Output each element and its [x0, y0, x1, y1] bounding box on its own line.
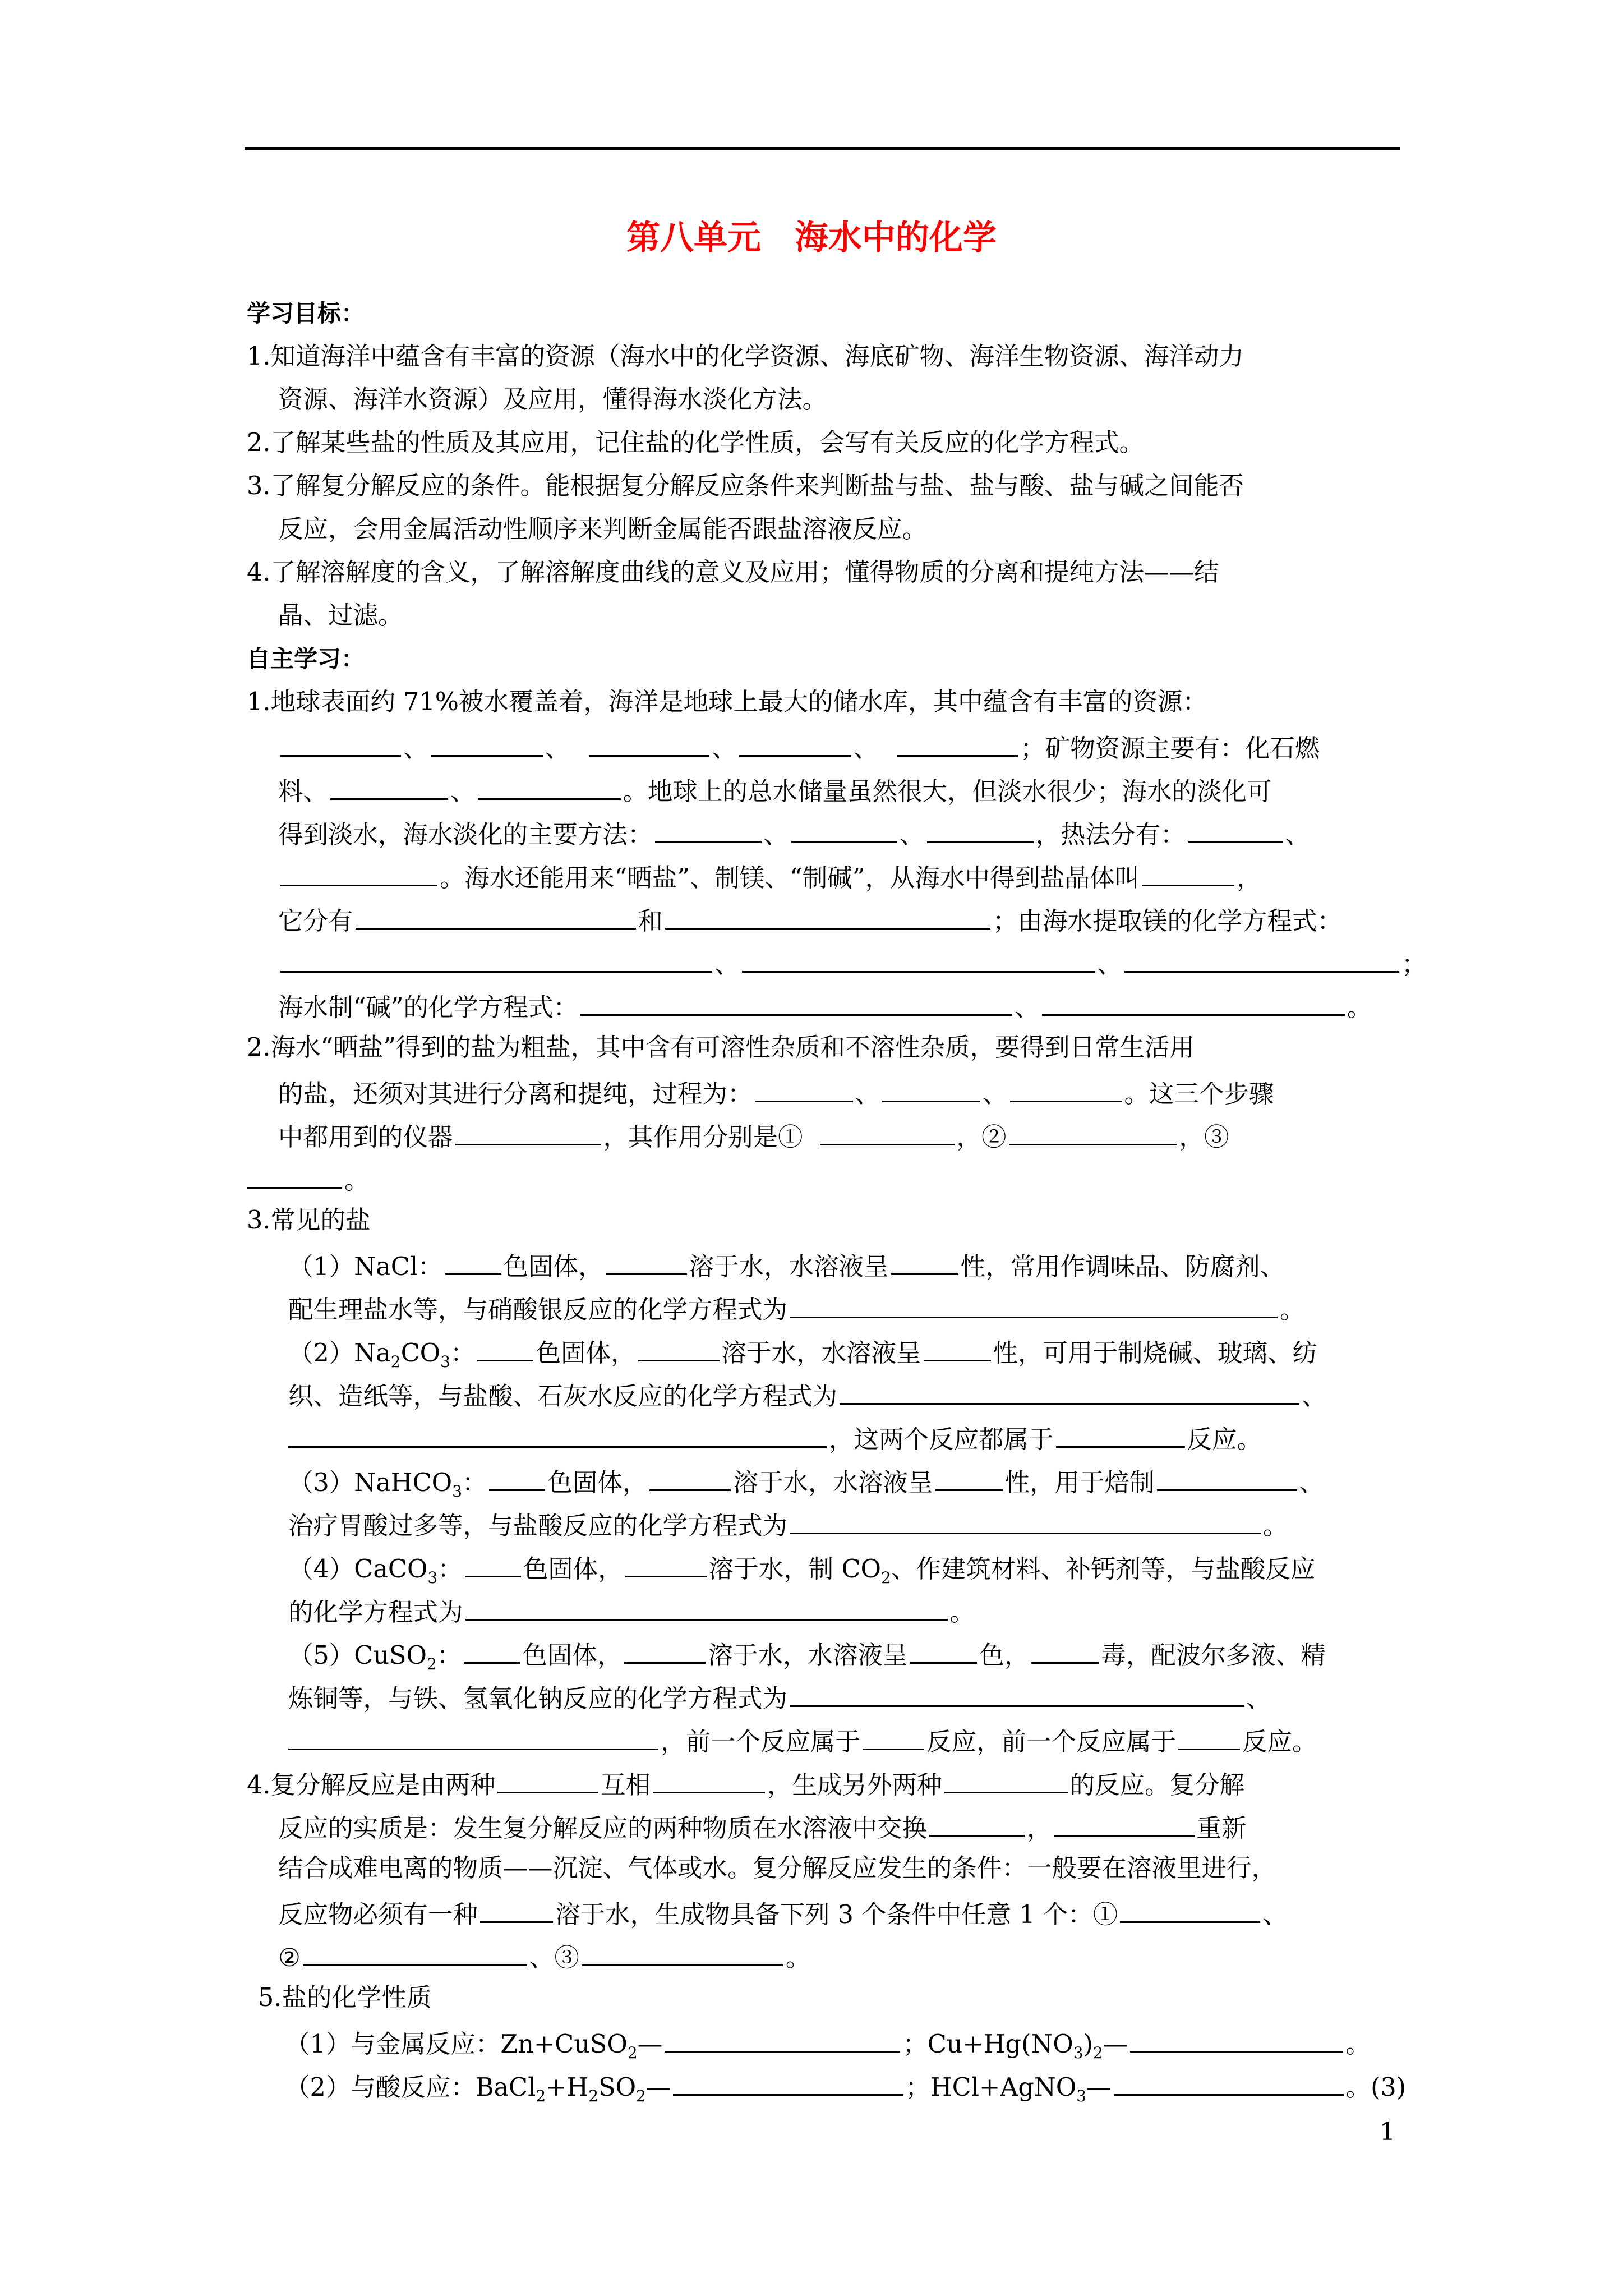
fill-blank[interactable]	[739, 724, 851, 757]
na2co3-line-3: ，这两个反应都属于 反应。	[247, 1415, 1402, 1458]
fill-blank[interactable]	[665, 2019, 900, 2053]
cuso4-line-2: 炼铜等，与铁、氢氧化钠反应的化学方程式为 、	[247, 1674, 1402, 1717]
goal-4-line-2: 晶、过滤。	[278, 601, 403, 630]
goal-1-line-2: 资源、海洋水资源）及应用，懂得海水淡化方法。	[278, 385, 828, 414]
fill-blank[interactable]	[1157, 1458, 1297, 1491]
na2co3-line-2: 织、造纸等，与盐酸、石灰水反应的化学方程式为 、	[247, 1372, 1402, 1415]
q4-line-4: 反应物必须有一种 溶于水，生成物具备下列 3 个条件中任意 1 个：① 、	[247, 1890, 1402, 1933]
q3-heading: 3.常见的盐	[247, 1206, 371, 1235]
fill-blank[interactable]	[1124, 940, 1399, 973]
nacl-line-1: （1）NaCl： 色固体， 溶于水，水溶液呈 性，常用作调味品、防腐剂、	[247, 1242, 1402, 1285]
fill-blank[interactable]	[935, 1458, 1003, 1491]
q2-line-3: 中都用到的仪器 ，其作用分别是① ，② ，③	[247, 1112, 1402, 1156]
fill-blank[interactable]	[247, 1156, 342, 1189]
fill-blank[interactable]	[673, 2063, 903, 2096]
fill-blank[interactable]	[924, 1328, 991, 1361]
fill-blank[interactable]	[330, 767, 448, 800]
page-title: 第八单元 海水中的化学	[626, 218, 997, 257]
fill-blank[interactable]	[665, 896, 990, 930]
header-rule	[245, 147, 1400, 150]
self-study-heading: 自主学习：	[247, 645, 365, 673]
goal-3-line-2: 反应，会用金属活动性顺序来判断金属能否跟盐溶液反应。	[278, 515, 928, 544]
goal-2: 2.了解某些盐的性质及其应用，记住盐的化学性质，会写有关反应的化学方程式。	[247, 429, 1144, 457]
fill-blank[interactable]	[1178, 1717, 1240, 1750]
fill-blank[interactable]	[1142, 853, 1234, 886]
fill-blank[interactable]	[944, 1760, 1068, 1793]
fill-blank[interactable]	[897, 724, 1018, 757]
fill-blank[interactable]	[582, 1933, 783, 1966]
fill-blank[interactable]	[791, 810, 897, 843]
fill-blank[interactable]	[929, 1803, 1025, 1837]
q2-line-2: 的盐，还须对其进行分离和提纯，过程为： 、 、 。这三个步骤	[247, 1069, 1402, 1112]
fill-blank[interactable]	[480, 1890, 553, 1923]
fill-blank[interactable]	[489, 1458, 545, 1491]
fill-blank[interactable]	[606, 1242, 687, 1275]
fill-blank[interactable]	[1031, 1631, 1099, 1664]
fill-blank[interactable]	[655, 810, 762, 843]
fill-blank[interactable]	[1042, 983, 1345, 1016]
goal-1-line-1: 1.知道海洋中蕴含有丰富的资源（海水中的化学资源、海底矿物、海洋生物资源、海洋动力	[247, 342, 1244, 371]
q1-line-1: 1.地球表面约 71%被水覆盖着，海洋是地球上最大的储水库，其中蕴含有丰富的资源：	[247, 688, 1208, 716]
q4-line-2: 反应的实质是：发生复分解反应的两种物质在水溶液中交换 ， 重新	[247, 1803, 1402, 1847]
nahco3-line-2: 治疗胃酸过多等，与盐酸反应的化学方程式为 。	[247, 1501, 1402, 1544]
fill-blank[interactable]	[1054, 1803, 1195, 1837]
q4-line-5: ② 、③ 。	[247, 1933, 1402, 1976]
q5-line-1: （1）与金属反应：Zn+CuSO$_2$— ；$Cu+Hg(NO_3)_2—$ 。	[247, 2019, 1402, 2063]
fill-blank[interactable]	[742, 940, 1095, 973]
fill-blank[interactable]	[625, 1544, 707, 1577]
fill-blank[interactable]	[445, 1242, 501, 1275]
fill-blank[interactable]	[580, 983, 1012, 1016]
fill-blank[interactable]	[431, 724, 543, 757]
q4-line-3: 结合成难电离的物质——沉淀、气体或水。复分解反应发生的条件：一般要在溶液里进行，	[278, 1854, 1277, 1883]
page-number: 1	[1380, 2118, 1395, 2146]
q1-line-2: 、 、 、 、 ；矿物资源主要有：化石燃	[247, 724, 1402, 767]
fill-blank[interactable]	[790, 1674, 1244, 1707]
fill-blank[interactable]	[1010, 1069, 1122, 1102]
fill-blank[interactable]	[891, 1242, 958, 1275]
fill-blank[interactable]	[1009, 1112, 1177, 1145]
fill-blank[interactable]	[455, 1112, 601, 1145]
fill-blank[interactable]	[1130, 2019, 1343, 2053]
fill-blank[interactable]	[863, 1717, 924, 1750]
fill-blank[interactable]	[840, 1372, 1299, 1405]
cuso4-line-1: （5）CuSO$_2$： 色固体， 溶于水，水溶液呈 色， 毒，配波尔多液、精	[247, 1631, 1402, 1674]
q1-line-7: 、 、 ；	[247, 940, 1402, 983]
fill-blank[interactable]	[478, 767, 621, 800]
fill-blank[interactable]	[790, 1285, 1278, 1318]
fill-blank[interactable]	[755, 1069, 853, 1102]
fill-blank[interactable]	[820, 1112, 955, 1145]
fill-blank[interactable]	[790, 1501, 1261, 1534]
fill-blank[interactable]	[653, 1760, 765, 1793]
fill-blank[interactable]	[1188, 810, 1283, 843]
q1-line-4: 得到淡水，海水淡化的主要方法： 、 、 ，热法分有： 、	[247, 810, 1402, 853]
q2-line-4: 。	[247, 1156, 1402, 1199]
document-body	[247, 292, 1427, 2106]
goal-3-line-1: 3.了解复分解反应的条件。能根据复分解反应条件来判断盐与盐、盐与酸、盐与碱之间能否	[247, 472, 1244, 500]
q1-line-3: 料、 、 。地球上的总水储量虽然很大，但淡水很少；海水的淡化可	[247, 767, 1402, 810]
fill-blank[interactable]	[1056, 1415, 1185, 1448]
fill-blank[interactable]	[303, 1933, 527, 1966]
fill-blank[interactable]	[288, 1415, 827, 1448]
caco3-line-1: （4）CaCO$_3$： 色固体， 溶于水，制 $CO_2$、作建筑材料、补钙剂等，与盐酸反应	[247, 1544, 1402, 1588]
fill-blank[interactable]	[477, 1328, 533, 1361]
fill-blank[interactable]	[464, 1631, 520, 1664]
q5-line-2: （2）与酸反应：$BaCl_2+H_2SO_2—$ ；HCl+AgNO$_3$— 。(3)	[247, 2063, 1402, 2106]
fill-blank[interactable]	[288, 1717, 658, 1750]
fill-blank[interactable]	[624, 1631, 706, 1664]
nahco3-line-1: （3）NaHCO$_3$： 色固体， 溶于水，水溶液呈 性，用于焙制 、	[247, 1458, 1402, 1501]
q2-line-1: 2.海水“晒盐”得到的盐为粗盐，其中含有可溶性杂质和不溶性杂质，要得到日常生活用	[247, 1033, 1195, 1062]
fill-blank[interactable]	[465, 1588, 948, 1621]
q4-line-1: 4.复分解反应是由两种 互相 ，生成另外两种 的反应。复分解	[247, 1760, 1402, 1803]
goal-4-line-1: 4.了解溶解度的含义，了解溶解度曲线的意义及应用；懂得物质的分离和提纯方法——结	[247, 558, 1219, 587]
q5-heading: 5.盐的化学性质	[258, 1984, 432, 2012]
fill-blank[interactable]	[280, 940, 712, 973]
goals-heading: 学习目标：	[247, 300, 365, 327]
fill-blank[interactable]	[589, 724, 709, 757]
fill-blank[interactable]	[649, 1458, 731, 1491]
nacl-line-2: 配生理盐水等，与硝酸银反应的化学方程式为 。	[247, 1285, 1402, 1328]
fill-blank[interactable]	[497, 1760, 598, 1793]
fill-blank[interactable]	[927, 810, 1034, 843]
fill-blank[interactable]	[280, 724, 401, 757]
fill-blank[interactable]	[638, 1328, 720, 1361]
fill-blank[interactable]	[882, 1069, 980, 1102]
caco3-line-2: 的化学方程式为 。	[247, 1588, 1402, 1631]
fill-blank[interactable]	[280, 853, 437, 886]
fill-blank[interactable]	[1120, 1890, 1260, 1923]
q1-line-5: 。海水还能用来“晒盐”、制镁、“制碱”，从海水中得到盐晶体叫 ，	[247, 853, 1402, 896]
fill-blank[interactable]	[465, 1544, 521, 1577]
fill-blank[interactable]	[910, 1631, 977, 1664]
fill-blank[interactable]	[1114, 2063, 1344, 2096]
q1-line-6: 它分有 和 ；由海水提取镁的化学方程式：	[247, 896, 1402, 940]
q1-line-8: 海水制“碱”的化学方程式： 、 。	[247, 983, 1402, 1026]
na2co3-line-1: $(2)Na_2CO_3$： 色固体， 溶于水，水溶液呈 性，可用于制烧碱、玻璃、纺	[247, 1328, 1402, 1372]
fill-blank[interactable]	[356, 896, 636, 930]
cuso4-line-3: ，前一个反应属于 反应，前一个反应属于 反应。	[247, 1717, 1402, 1760]
